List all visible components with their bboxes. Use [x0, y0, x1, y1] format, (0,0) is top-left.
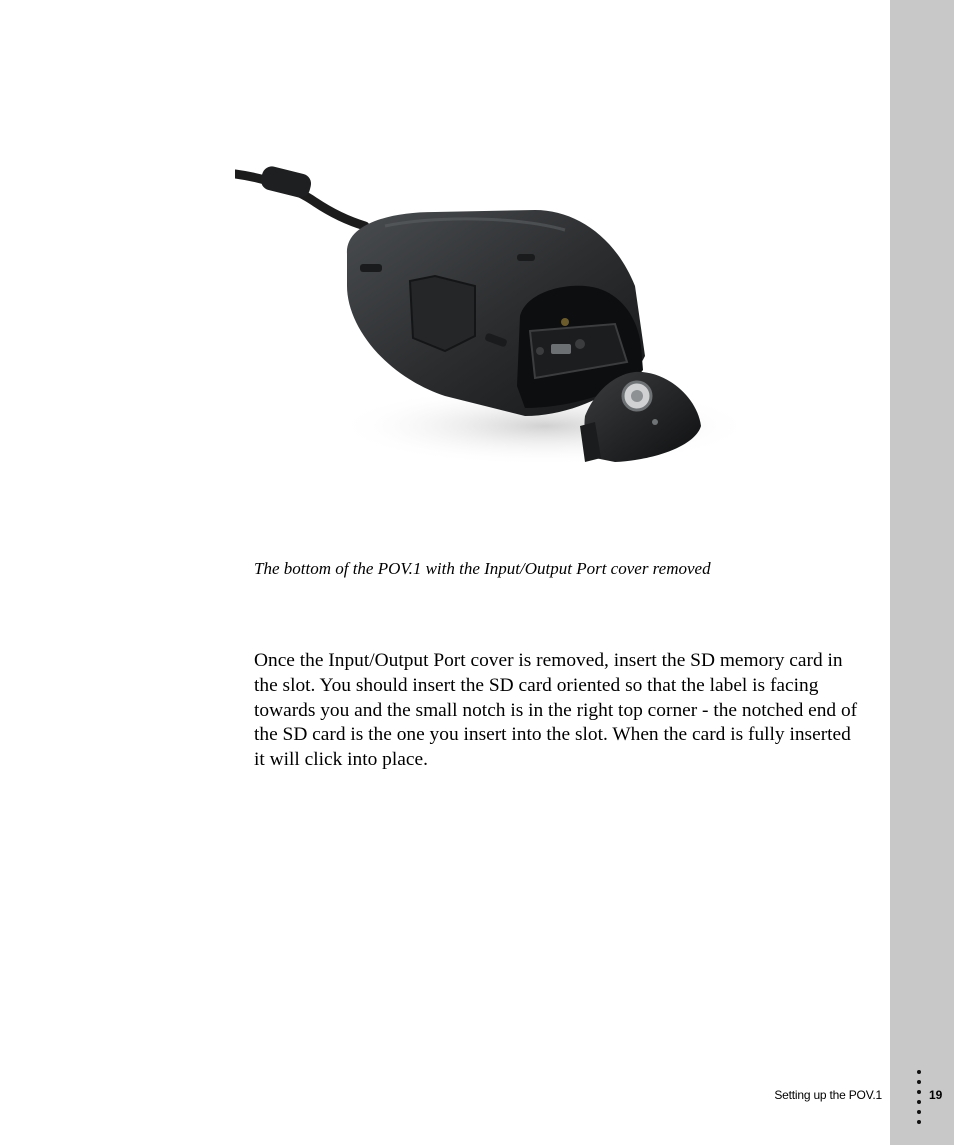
dot	[917, 1080, 921, 1084]
device-photo	[235, 126, 847, 538]
footer-dot-divider	[917, 1070, 923, 1130]
page-sidebar	[890, 0, 954, 1145]
dot	[917, 1100, 921, 1104]
dot	[917, 1090, 921, 1094]
body-paragraph: Once the Input/Output Port cover is removed, insert the SD memory card in the slot. You should insert the SD card oriented so that the label is facing towards you and the small notch is in the right top corner - the notched end of the SD card is the one you insert into the slot. When the card is fully inserted it will click into place.	[254, 650, 858, 771]
page-number: 19	[929, 1088, 943, 1102]
footer-section-title: Setting up the POV.1	[774, 1088, 882, 1102]
dot	[917, 1070, 921, 1074]
figure-caption: The bottom of the POV.1 with the Input/Output Port cover removed	[254, 559, 711, 578]
dot	[917, 1120, 921, 1124]
dot	[917, 1110, 921, 1114]
